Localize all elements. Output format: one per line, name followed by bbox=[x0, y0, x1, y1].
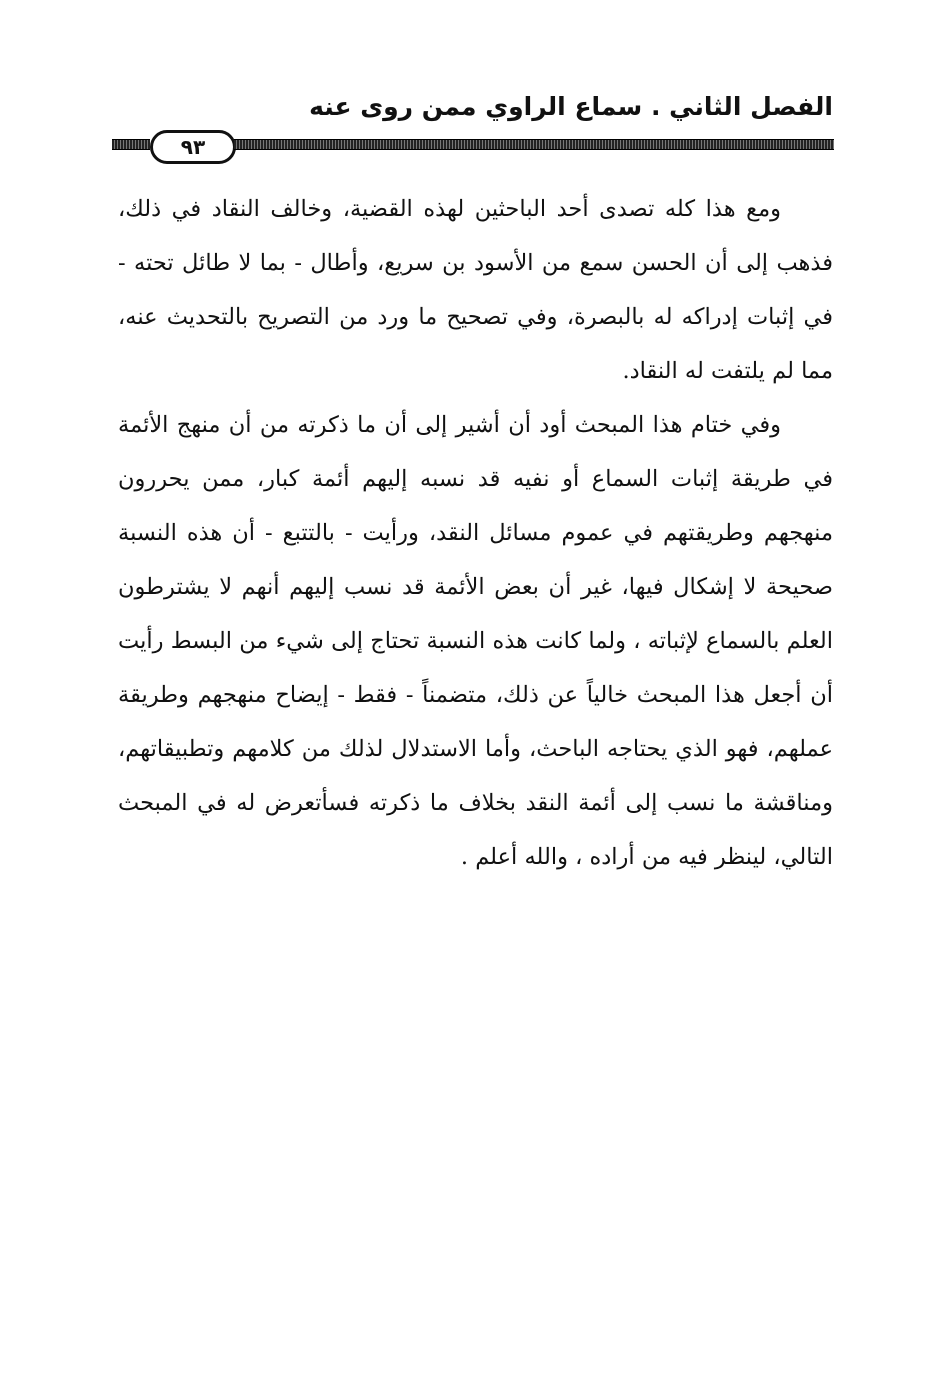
header-rule-left bbox=[112, 139, 150, 150]
paragraph-2 bbox=[118, 398, 833, 884]
running-header-title: الفصل الثاني . سماع الراوي ممن روى عنه bbox=[309, 92, 833, 121]
paragraph-1 bbox=[118, 182, 833, 398]
header-rule bbox=[112, 130, 834, 162]
paragraph-1-text: ومع هذا كله تصدى أحد الباحثين لهذه القضية، وخالف النقاد في ذلك، فذهب إلى أن الحسن سمع من الأسود بن سريع، وأطال - بما لا طائل تحته - في إثبات إدراكه له بالبصرة، وفي تصحيح ما ورد من التصريح بالتحديث عنه، مما لم يلتفت له النقاد. bbox=[118, 196, 833, 384]
page-number: ٩٣ bbox=[150, 130, 236, 164]
header-rule-right bbox=[234, 139, 834, 150]
paragraph-2-text: وفي ختام هذا المبحث أود أن أشير إلى أن ما ذكرته من أن منهج الأئمة في طريقة إثبات السماع أو نفيه قد نسبه إليهم أئمة كبار، ممن يحررون منهجهم وطريقتهم في عموم مسائل النقد، ورأيت - بالتتبع - أن هذه النسبة صحيحة لا إشكال فيها، غير أن بعض الأئمة قد نسب إليهم أنهم لا يشترطون العلم بالسماع لإثباته ، ولما كانت هذه النسبة تحتاج إلى شيء من البسط رأيت أن أجعل هذا المبحث خالياً عن ذلك، متضمناً - فقط - إيضاح منهجهم وطريقة عملهم، فهو الذي يحتاجه الباحث، وأما الاستدلال لذلك من كلامهم وتطبيقاتهم، ومناقشة ما نسب إلى أئمة النقد بخلاف ما ذكرته فسأتعرض له في المبحث التالي، لينظر فيه من أراده ، والله أعلم . bbox=[118, 412, 833, 870]
